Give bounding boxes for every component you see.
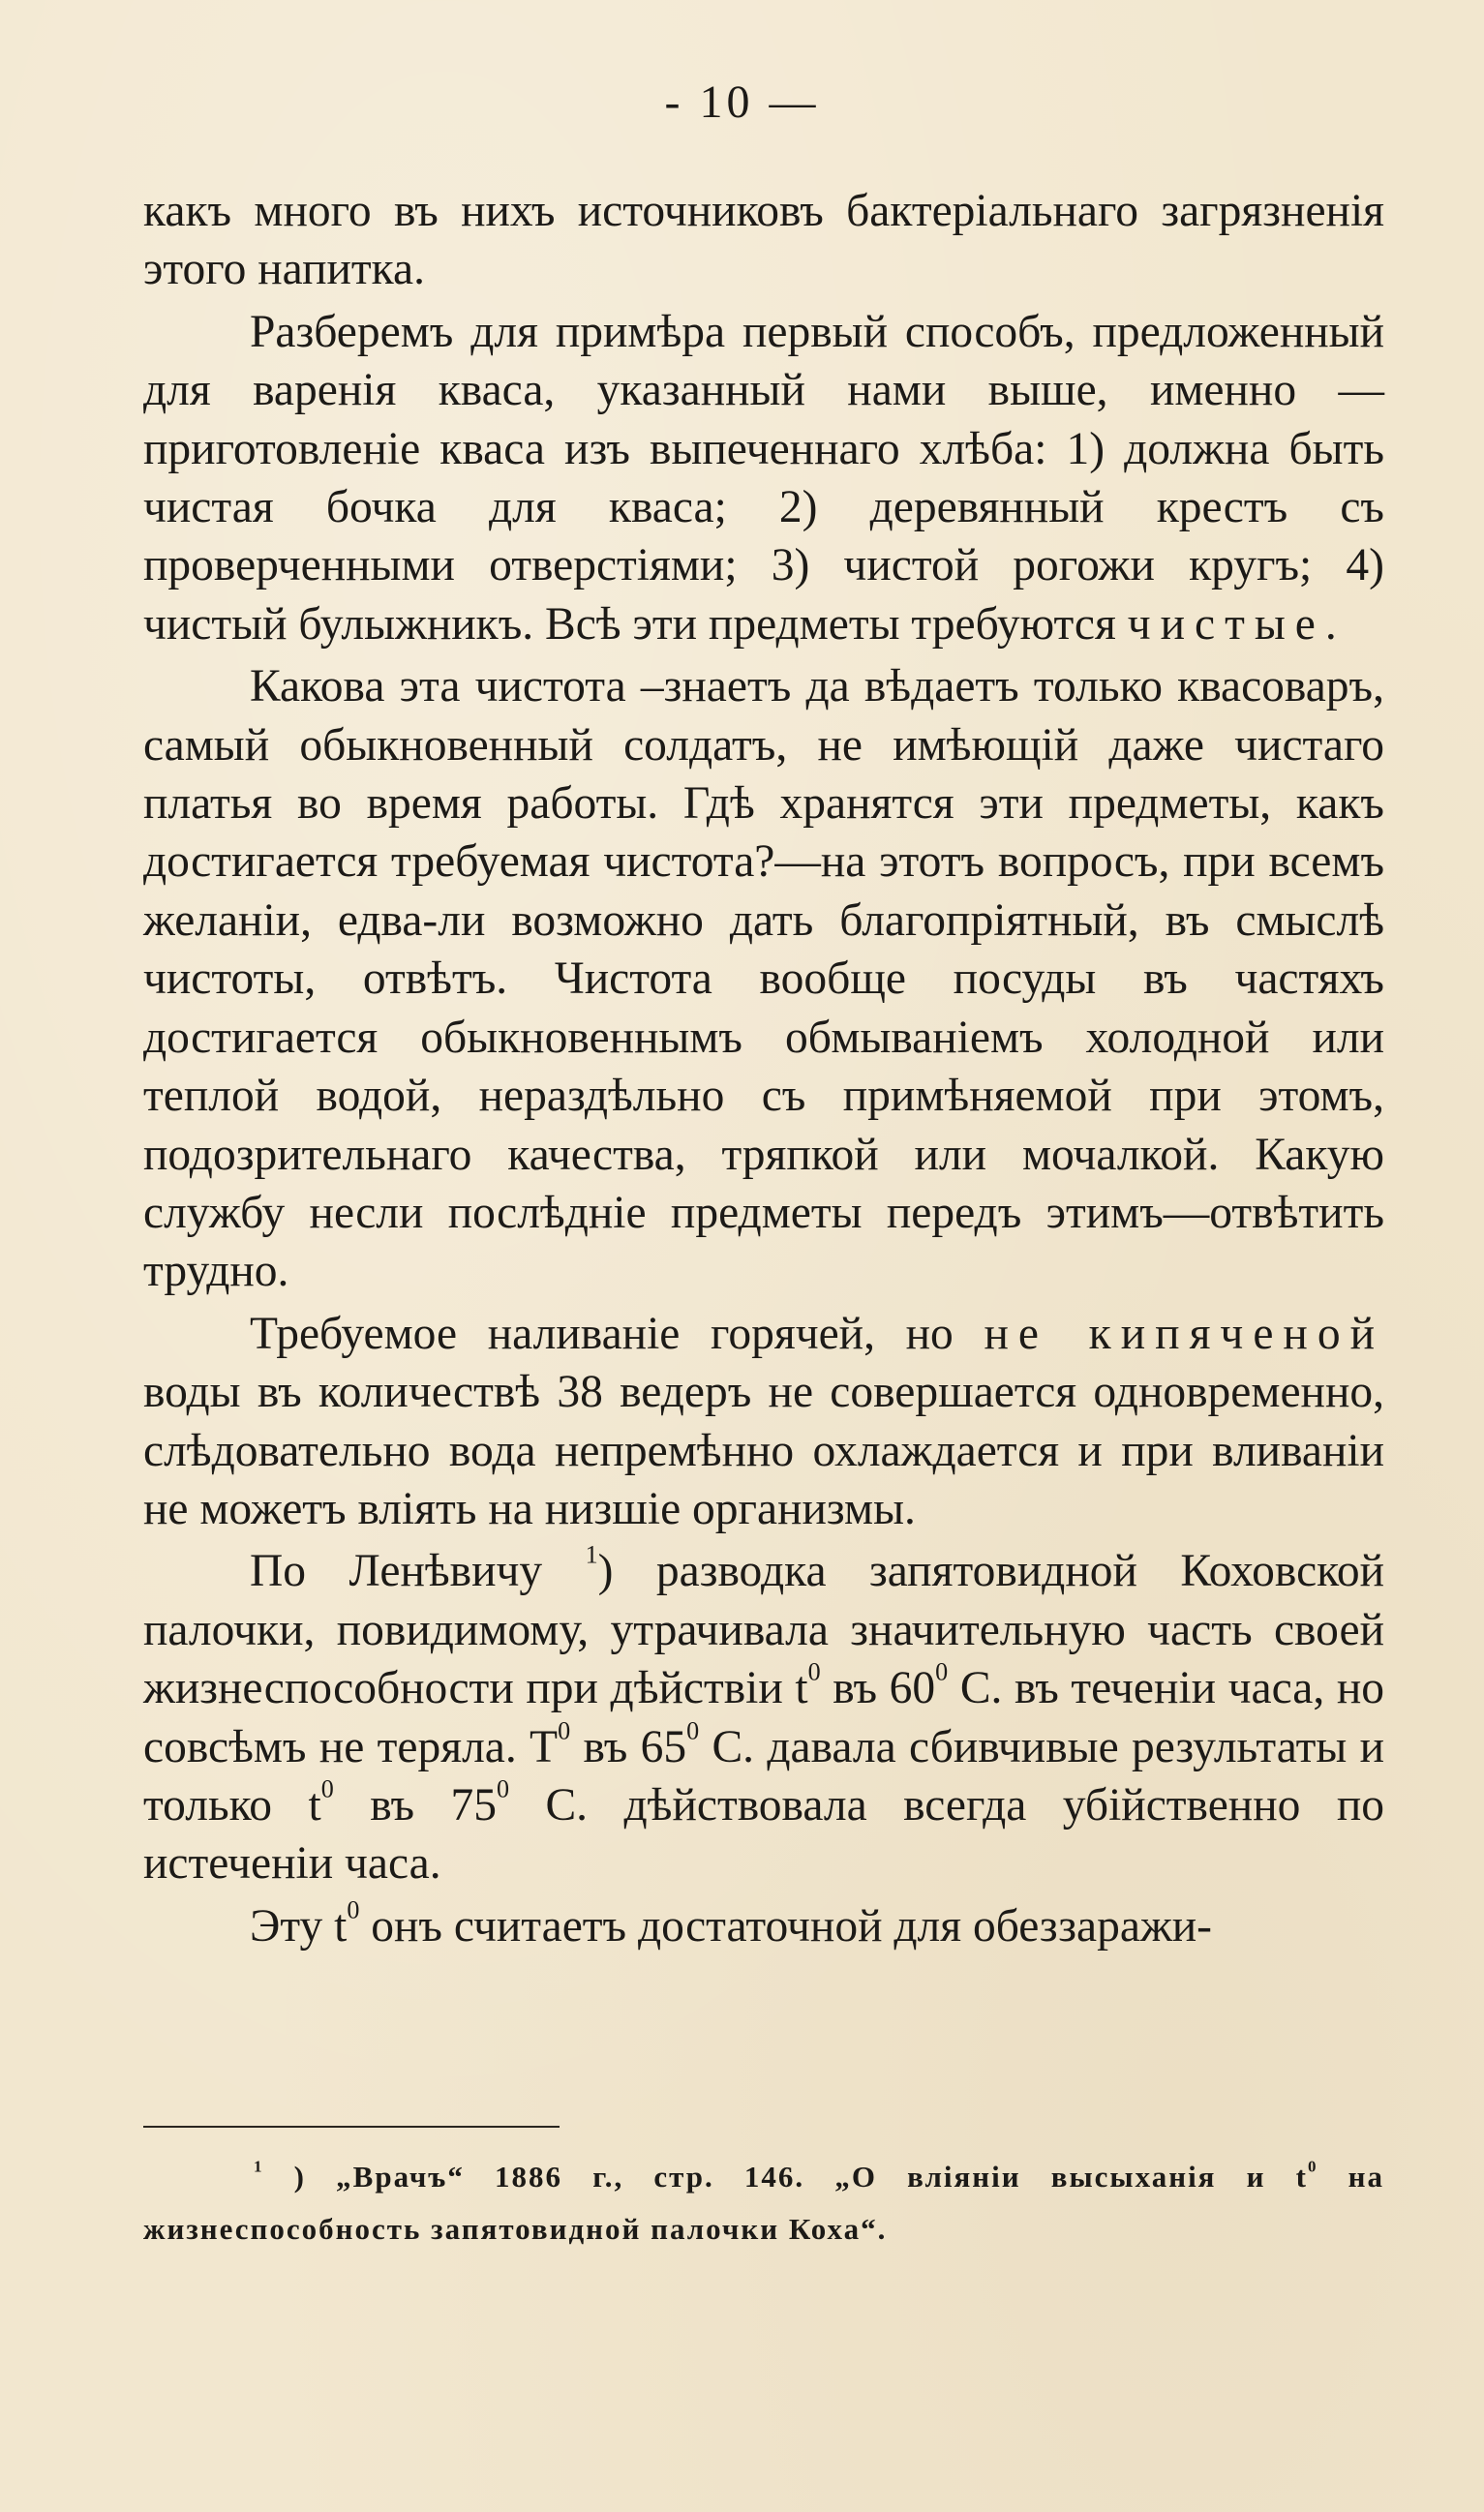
text-run: на жизнеспособность запятовидной палочки Коха“. (143, 2160, 1384, 2246)
paragraph (143, 182, 1384, 299)
paragraph (143, 657, 1384, 1300)
superscript: 0 (558, 1716, 571, 1745)
text-run: ) разводка запятовидной Коховской палочки, повидимому, утрачивала значительную часть своей жизнеспособности при дѣйствіи t (143, 1546, 1384, 1714)
superscript: 0 (496, 1774, 510, 1803)
superscript: 0 (347, 1895, 360, 1924)
superscript: 0 (686, 1716, 700, 1745)
text-run: въ 75 (333, 1779, 497, 1831)
text-run: Какова эта чистота –знаетъ да вѣдаетъ только квасоваръ, самый обыкновенный солдатъ, не имѣющій даже чистаго платья во время работы. Гдѣ хранятся эти предметы, какъ достигается требуемая чистота?—на этотъ вопросъ, при всемъ желаніи, едва-ли возможно дать благопріятный, въ смыслѣ чистоты, отвѣтъ. Чистота вообще посуды въ частяхъ достигается обыкновеннымъ обмываніемъ холодной или теплой водой, нераздѣльно съ примѣняемой при этомъ, подозрительнаго качества, тряпкой или мочалкой. Какую службу несли послѣдніе предметы передъ этимъ—отвѣтить трудно. (143, 661, 1384, 1297)
paragraph (143, 1542, 1384, 1892)
text-run: какъ много въ нихъ источниковъ бактеріальнаго загрязненія этого напитка. (143, 186, 1384, 295)
footnote-divider (143, 2126, 560, 2128)
text-run: онъ считаетъ достаточной для обеззаражи- (359, 1900, 1213, 1952)
emphasized-text: чистые (1127, 598, 1325, 650)
footnote (143, 2151, 1384, 2255)
superscript: 0 (320, 1774, 334, 1803)
paragraph (143, 1897, 1384, 1955)
text-run: Разберемъ для примѣра первый способъ, предложенный для варенія кваса, указанный нами выше, именно — приготовленіе кваса изъ выпеченнаго хлѣба: 1) должна быть чистая бочка для кваса; 2) деревянный крестъ съ проверченными отверстіями; 3) чистой рогожи кругъ; 4) чистый булыжникъ. Всѣ эти предметы требуются (143, 306, 1384, 650)
superscript: 1 (585, 1540, 598, 1569)
text-run: По Ленѣвичу (250, 1546, 586, 1597)
superscript: 1 (254, 2157, 264, 2176)
paragraph (143, 1305, 1384, 1539)
text-run: въ 60 (820, 1663, 936, 1714)
superscript: 0 (935, 1657, 949, 1686)
superscript: 0 (807, 1657, 821, 1686)
text-run: С. въ теченіи часа, но совсѣмъ не теряла. T (143, 1663, 1385, 1772)
text-run: ) „Врачъ“ 1886 г., стр. 146. „О вліяніи высыханія и t (263, 2160, 1308, 2194)
text-run: . (1324, 598, 1337, 650)
text-run: въ 65 (570, 1721, 687, 1772)
superscript: 0 (1307, 2157, 1318, 2176)
emphasized-text: не кипяченой (984, 1308, 1384, 1359)
text-run: Эту t (250, 1900, 348, 1952)
text-run: воды въ количествѣ 38 ведеръ не совершается одновременно, слѣдовательно вода непремѣнно охлаждается и при вливаніи не можетъ вліять на низшіе организмы. (143, 1367, 1384, 1534)
text-run: С. давала сбивчивые результаты и только t (143, 1721, 1384, 1831)
body-text (143, 182, 1384, 1959)
footnote-text (143, 2157, 1384, 2246)
paragraph (143, 303, 1384, 653)
page-number: - 10 — (664, 76, 820, 128)
text-run: С. дѣйствовала всегда убійственно по истеченіи часа. (143, 1779, 1384, 1890)
text-run: Требуемое наливаніе горячей, но (250, 1308, 984, 1359)
